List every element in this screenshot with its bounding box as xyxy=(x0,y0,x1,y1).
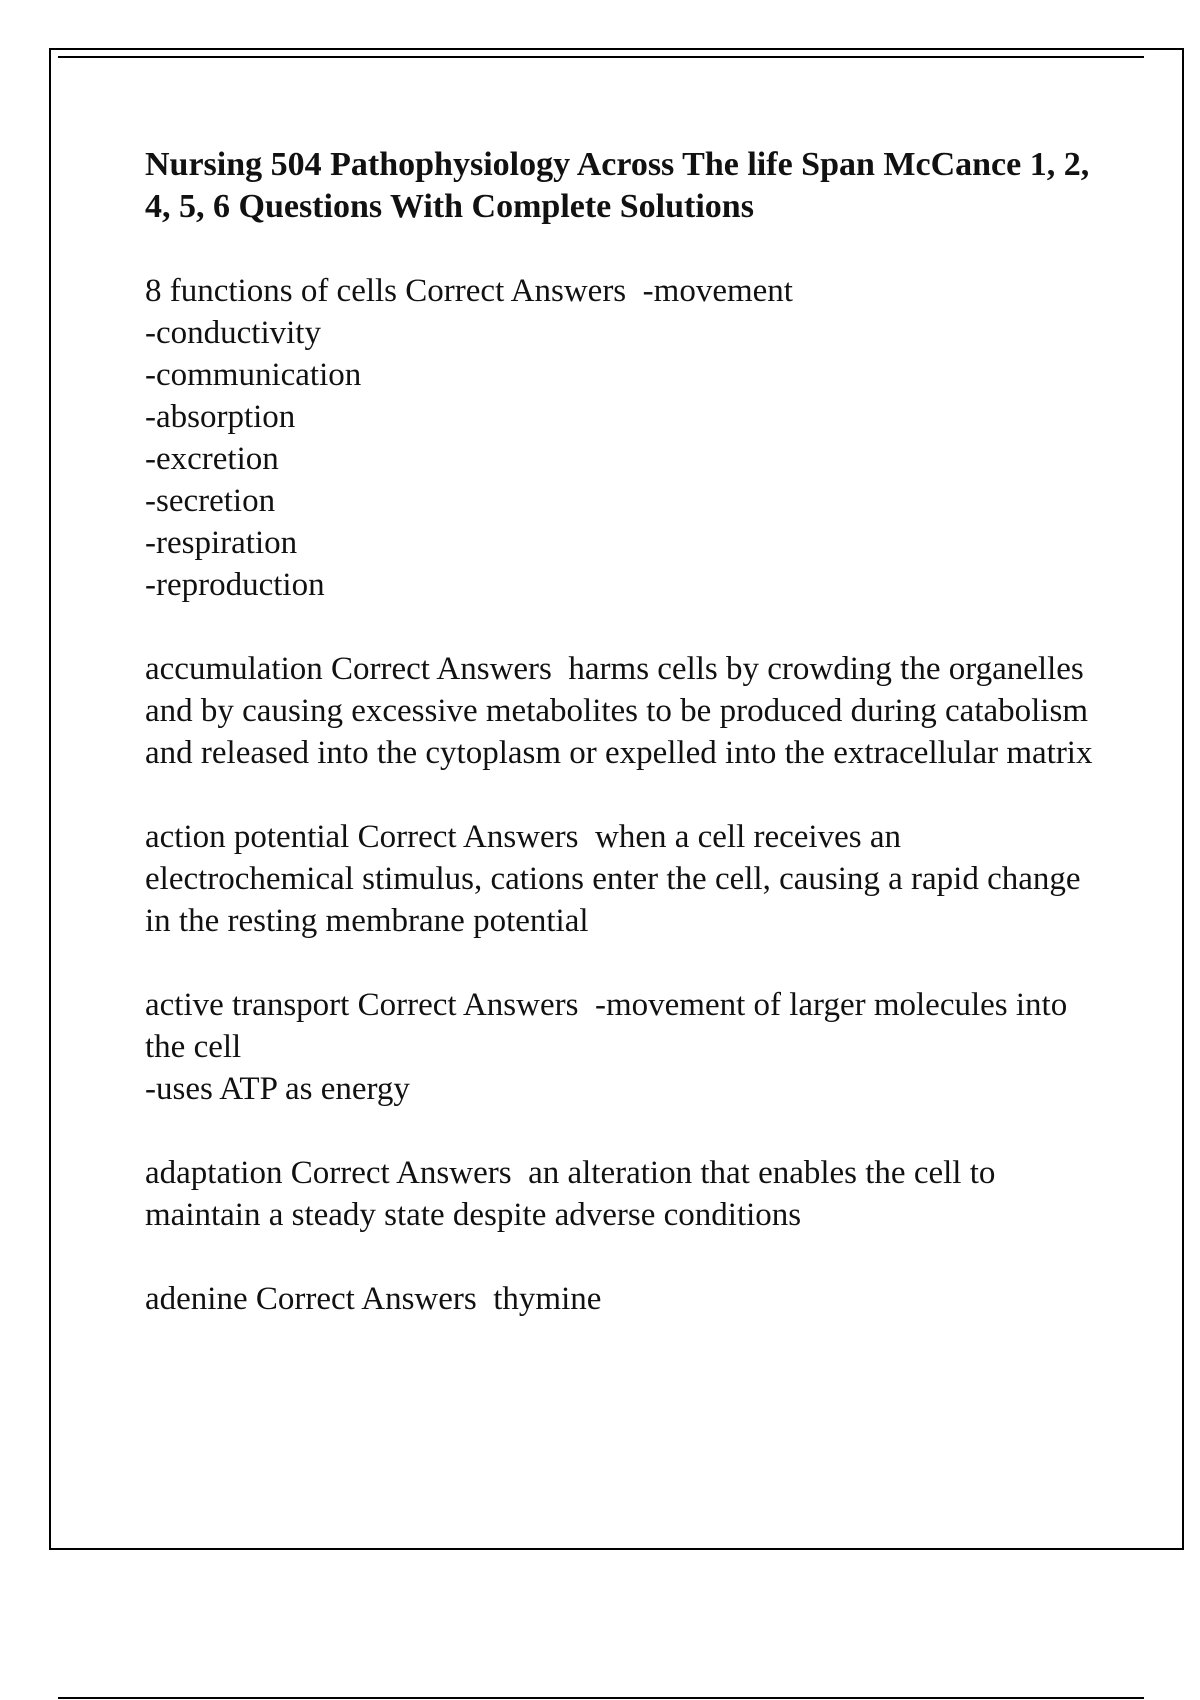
qa-term: accumulation xyxy=(145,651,323,687)
qa-answer-line: -uses ATP as energy xyxy=(145,1071,410,1107)
qa-term: adenine xyxy=(145,1281,248,1317)
qa-separator: Correct Answers xyxy=(405,273,627,309)
qa-answer-line: -respiration xyxy=(145,525,298,561)
qa-answer-line: -movement of larger molecules into the cell xyxy=(145,987,1068,1065)
qa-term: adaptation xyxy=(145,1155,283,1191)
qa-term: action potential xyxy=(145,819,350,855)
qa-answer-line: -secretion xyxy=(145,483,276,519)
qa-entry xyxy=(145,270,1105,606)
qa-first-line xyxy=(145,984,1105,1068)
qa-separator: Correct Answers xyxy=(290,1155,512,1191)
qa-entry xyxy=(145,648,1105,774)
qa-answer-line: -conductivity xyxy=(145,315,321,351)
qa-term: active transport xyxy=(145,987,350,1023)
qa-answer-line: -absorption xyxy=(145,399,296,435)
qa-answer-line: -communication xyxy=(145,357,362,393)
qa-entry xyxy=(145,816,1105,942)
qa-answer-line: when a cell receives an electrochemical stimulus, cations enter the cell, causing a rapid change in the resting membrane potential xyxy=(145,819,1081,939)
qa-first-line xyxy=(145,270,1105,312)
qa-separator: Correct Answers xyxy=(357,819,579,855)
qa-answer-line: an alteration that enables the cell to maintain a steady state despite adverse conditions xyxy=(145,1155,996,1233)
qa-answer-line: -excretion xyxy=(145,441,279,477)
qa-entry xyxy=(145,984,1105,1110)
document-body xyxy=(145,144,1105,1362)
qa-separator: Correct Answers xyxy=(357,987,579,1023)
footer-rule xyxy=(58,1697,1144,1699)
qa-entry xyxy=(145,1278,1105,1320)
qa-separator: Correct Answers xyxy=(331,651,552,687)
qa-separator: Correct Answers xyxy=(255,1281,477,1317)
qa-answer-line: thymine xyxy=(493,1281,602,1317)
document-title: Nursing 504 Pathophysiology Across The life Span McCance 1, 2, 4, 5, 6 Questions With Complete Solutions xyxy=(145,146,1090,225)
qa-answer-line: harms cells by crowding the organelles and by causing excessive metabolites to be produced during catabolism and released into the cytoplasm or expelled into the extracellular matrix xyxy=(145,651,1093,771)
qa-answer-line: -movement xyxy=(642,273,793,309)
qa-answer-line: -reproduction xyxy=(145,567,325,603)
qa-term: 8 functions of cells xyxy=(145,273,398,309)
qa-entry xyxy=(145,1152,1105,1236)
header-rule xyxy=(58,56,1144,58)
